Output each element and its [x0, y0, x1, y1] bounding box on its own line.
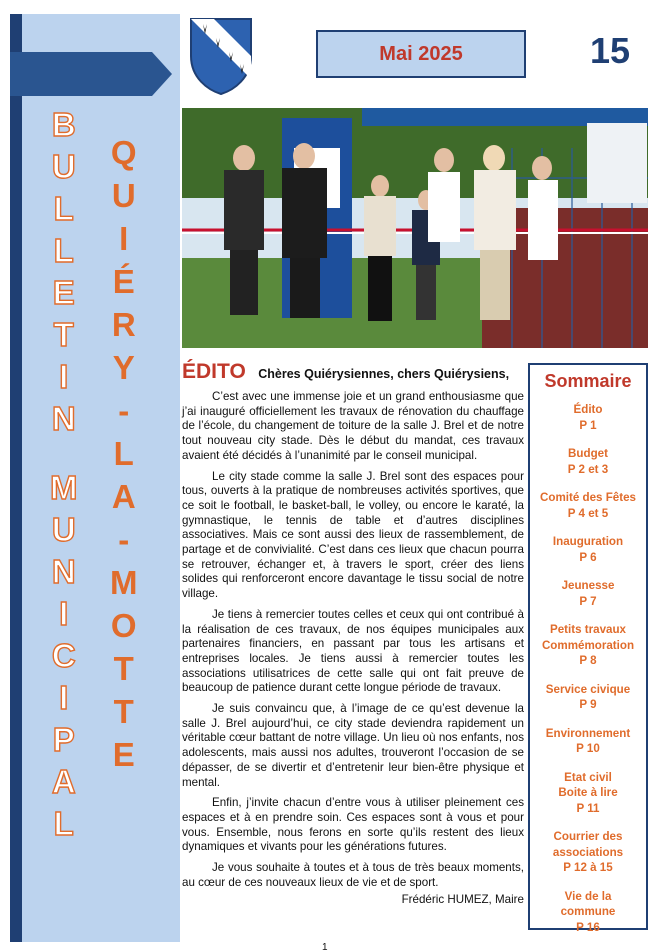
- toc-item: [530, 829, 646, 876]
- toc-item: [530, 622, 646, 669]
- toc-item-label: Environnement: [545, 726, 631, 740]
- title-bulletin-municipal: [50, 108, 78, 849]
- sidebar-letter: T: [53, 316, 74, 353]
- toc-item-page: P 12 à 15: [563, 861, 613, 874]
- sidebar-letter: N: [51, 553, 76, 590]
- toc-item-label: associations: [552, 845, 624, 859]
- sidebar-letter: U: [51, 511, 76, 548]
- toc-item-page: P 7: [579, 594, 597, 608]
- toc-item-label: Vie de la: [564, 889, 612, 903]
- sidebar-letter: A: [51, 763, 76, 800]
- sidebar-letter: E: [112, 736, 135, 773]
- toc-item: [530, 726, 646, 757]
- edito-signature: Frédéric HUMEZ, Maire: [401, 892, 524, 906]
- toc-item: [530, 889, 646, 936]
- sidebar-letter: M: [110, 564, 138, 601]
- toc-item-label: commune: [560, 905, 616, 918]
- sidebar-letter: P: [52, 721, 75, 758]
- sidebar-letter: [59, 444, 68, 462]
- coat-of-arms-icon: [188, 16, 254, 96]
- toc-item-label: Boite à lire: [558, 786, 618, 799]
- toc-item-page: P 6: [579, 550, 597, 564]
- sidebar-letter: I: [59, 358, 69, 395]
- sidebar-letter: U: [51, 148, 76, 185]
- table-of-contents: [528, 363, 648, 934]
- edito-paragraph: C’est avec une immense joie et un grand enthousiasme que j’ai inauguré officiellement les travaux de rénovation du chauffage de l’école, du changement de toiture de la salle J. Brel et de notre tout nouveau city stade. Dès le début du mandat, ces travaux avaient été décidés à l’unanimité par le conseil municipal.: [182, 390, 524, 462]
- edito-paragraph: Le city stade comme la salle J. Brel sont des espaces pour tous, ouverts à la pratique de nombreuses activités sportives, que ce soit le football, le basket-ball, le volley, ou encore le karaté, la gymnastique, le tennis de table et d’autres disciplines associatives. Mais ce sont aussi des lieux de rassemblement, de partage et de convivialité. C’est dans ces lieux que chacun pourra se retrouver, échanger et, à travers le sport, créer des liens solides qui renforceront encore davantage le tissu social de notre village.: [182, 469, 524, 601]
- toc-item: [530, 490, 646, 521]
- sidebar-letter: T: [113, 693, 134, 730]
- sidebar-letter: O: [110, 607, 137, 644]
- edito-paragraph: Je tiens à remercier toutes celles et ceux qui ont contribué à la réalisation de ces travaux, de nos équipes municipales aux partenaires financiers, en passant par tous les artisans et entreprises locales. Je tiens aussi à remercier toutes les associations utilisatrices de cette salle qui ont fait preuve de beaucoup de patience durant cette longue période de travaux.: [182, 607, 524, 695]
- toc-item-label: Budget: [568, 447, 608, 460]
- sidebar-letter: I: [59, 679, 69, 716]
- toc-title: Sommaire: [544, 371, 632, 391]
- toc-item-label: Comité des Fêtes: [540, 491, 636, 504]
- toc-item-page: P 4 et 5: [567, 506, 609, 520]
- toc-item: [530, 770, 646, 817]
- sidebar-letter: L: [53, 805, 74, 842]
- edito-paragraph: Je suis convaincu que, à l’image de ce qu’est devenue la salle J. Brel aujourd’hui, ce city stade deviendra rapidement un véritable cœur battant de notre village. Un lieu où nos enfants, nos adolescents, mais aussi nos adultes, trouveront l’occasion de se dépasser, de se divertir et d’entretenir leur bien-être physique et mental.: [182, 702, 524, 789]
- sidebar-letter: E: [52, 274, 75, 311]
- toc-item-label: Édito: [573, 403, 603, 416]
- toc-item-label: Courrier des: [553, 830, 623, 843]
- sidebar-letter: L: [53, 190, 74, 227]
- toc-item: [530, 402, 646, 433]
- title-quiery-la-motte: [110, 136, 138, 781]
- toc-item-label: Service civique: [545, 682, 631, 696]
- sidebar-letter: I: [119, 220, 129, 257]
- sidebar-letter: I: [59, 595, 69, 632]
- toc-item-label: Jeunesse: [561, 579, 615, 592]
- toc-item-label: Commémoration: [541, 638, 635, 652]
- edito-paragraph: Enfin, j’invite chacun d’entre vous à utiliser pleinement ces espaces et à en prendre soin. Ces espaces sont à vous et pour vous. Ensemble, nous ferons en sorte qu’ils restent des lieux dynamiques et vivants pour les générations futures.: [182, 796, 524, 854]
- sidebar-letter: L: [53, 232, 74, 269]
- sidebar-letter: A: [111, 478, 136, 515]
- toc-item-label: Petits travaux: [549, 623, 627, 636]
- left-sidebar: [10, 14, 180, 942]
- sidebar-letter: C: [51, 637, 76, 674]
- page-marker: 1: [322, 942, 328, 952]
- edito-body: [182, 390, 524, 907]
- sidebar-letter: B: [51, 106, 76, 143]
- sidebar-letter: Q: [110, 134, 137, 171]
- edito-title: ÉDITO: [182, 360, 246, 383]
- sidebar-letter: Y: [112, 349, 135, 386]
- sidebar-letter: L: [113, 435, 134, 472]
- toc-item-page: P 16: [576, 920, 600, 934]
- toc-item-label: Etat civil: [564, 770, 612, 784]
- edito-greeting: Chères Quiérysiennes, chers Quiérysiens,: [258, 367, 510, 381]
- sidebar-letter: U: [111, 177, 136, 214]
- sidebar-letter: T: [113, 650, 134, 687]
- sidebar-letter: N: [51, 400, 76, 437]
- sidebar-arrow-banner: [10, 52, 172, 96]
- toc-item-page: P 9: [579, 698, 597, 711]
- sidebar-letter: É: [112, 263, 135, 300]
- sidebar-letter: -: [118, 392, 130, 429]
- inauguration-photo: [182, 108, 648, 348]
- edito-paragraph: Je vous souhaite à toutes et à tous de très beaux moments, au cœur de ces nouveaux lieux de vie et de sport.: [182, 861, 524, 889]
- sidebar-letter: M: [50, 469, 78, 506]
- toc-item-page: P 8: [579, 654, 597, 667]
- edito-header: [182, 360, 522, 386]
- toc-item-page: P 11: [576, 801, 600, 815]
- sidebar-letter: -: [118, 521, 130, 558]
- toc-item-page: P 2 et 3: [567, 462, 609, 476]
- issue-number: 15: [590, 30, 631, 71]
- issue-date: Mai 2025: [316, 30, 526, 78]
- sidebar-letter: R: [111, 306, 136, 343]
- toc-item: [530, 682, 646, 713]
- toc-item: [530, 534, 646, 565]
- toc-item: [530, 446, 646, 477]
- toc-item-page: P 10: [576, 742, 600, 755]
- toc-item: [530, 578, 646, 609]
- toc-item-label: Inauguration: [552, 535, 624, 548]
- toc-item-page: P 1: [579, 418, 597, 432]
